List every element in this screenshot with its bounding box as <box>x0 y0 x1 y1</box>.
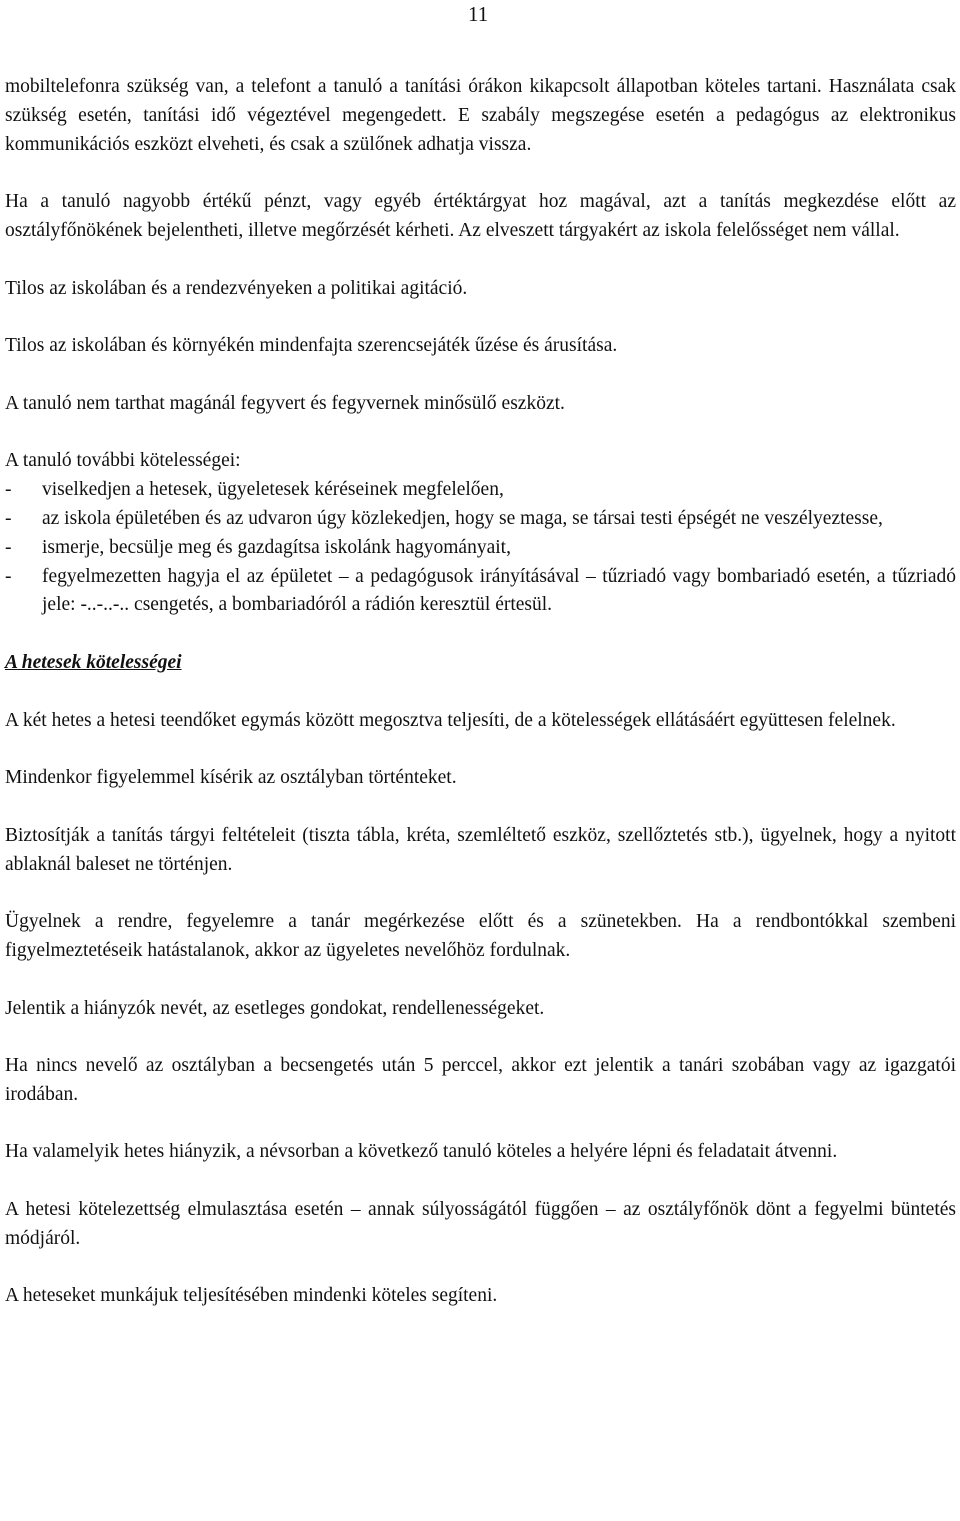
dash-bullet: - <box>5 479 12 501</box>
section-title: A hetesek kötelességei <box>5 651 182 673</box>
section-paragraph: Biztosítják a tanítás tárgyi feltételeit (tiszta tábla, kréta, szemléltető eszköz, szellőztetés stb.), ügyelnek, hogy a nyitott ablaknál baleset ne történjen. <box>5 824 956 875</box>
list-item: - viselkedjen a hetesek, ügyeletesek kéréseinek megfelelően, <box>5 476 956 505</box>
dash-bullet: - <box>5 507 12 529</box>
list-item: - fegyelmezetten hagyja el az épületet – a pedagógusok irányításával – tűzriadó vagy bombariadó esetén, a tűzriadó jele: -..-..-.. csengetés, a bombariadóról a rádión keresztül értesül. <box>5 563 956 621</box>
list-item: - ismerje, becsülje meg és gazdagítsa iskolánk hagyományait, <box>5 534 956 563</box>
section-paragraph: A heteseket munkájuk teljesítésében mindenki köteles segíteni. <box>5 1285 498 1307</box>
page-number: 11 <box>468 2 489 26</box>
section-paragraph: A két hetes a hetesi teendőket egymás között megosztva teljesíti, de a kötelességek ellátásáért együttesen felelnek. <box>5 709 896 731</box>
document-body <box>5 73 956 1311</box>
paragraph-mobile-phone: mobiltelefonra szükség van, a telefont a tanuló a tanítási órákon kikapcsolt állapotban köteles tartani. Használata csak szükség esetén, tanítási idő végeztével megengedett. E szabály megszegése esetén a pedagógus az elektronikus kommunikációs eszközt elveheti, és csak a szülőnek adhatja vissza. <box>5 76 956 155</box>
section-paragraph: Ha nincs nevelő az osztályban a becsengetés után 5 perccel, akkor ezt jelentik a tanári szobában vagy az igazgatói irodában. <box>5 1055 956 1105</box>
section-paragraph: Ha valamelyik hetes hiányzik, a névsorban a következő tanuló köteles a helyére lépni és feladatait átvenni. <box>5 1141 838 1163</box>
list-item: - az iskola épületében és az udvaron úgy közlekedjen, hogy se maga, se társai testi épségét ne veszélyeztesse, <box>5 505 956 534</box>
duties-list <box>5 476 956 620</box>
paragraph-gambling: Tilos az iskolában és környékén mindenfajta szerencsejáték űzése és árusítása. <box>5 335 618 357</box>
section-paragraph: Ügyelnek a rendre, fegyelemre a tanár megérkezése előtt és a szünetekben. Ha a rendbontókkal szembeni figyelmeztetéseik hatástalanok, akkor az ügyeletes nevelőhöz fordulnak. <box>5 911 956 961</box>
dash-bullet: - <box>5 565 12 587</box>
dash-bullet: - <box>5 536 12 558</box>
paragraph-weapons: A tanuló nem tarthat magánál fegyvert és fegyvernek minősülő eszközt. <box>5 392 565 414</box>
duties-intro: A tanuló további kötelességei: <box>5 450 241 472</box>
section-paragraph: Jelentik a hiányzók nevét, az esetleges gondokat, rendellenességeket. <box>5 997 545 1019</box>
section-paragraph: Mindenkor figyelemmel kísérik az osztályban történteket. <box>5 767 457 789</box>
section-paragraph: A hetesi kötelezettség elmulasztása esetén – annak súlyosságától függően – az osztályfőnök dönt a fegyelmi büntetés módjáról. <box>5 1199 956 1249</box>
paragraph-political-agitation: Tilos az iskolában és a rendezvényeken a politikai agitáció. <box>5 277 468 299</box>
paragraph-valuables: Ha a tanuló nagyobb értékű pénzt, vagy egyéb értéktárgyat hoz magával, azt a tanítás megkezdése előtt az osztályfőnökének bejelentheti, illetve megőrzését kérheti. Az elveszett tárgyakért az iskola felelősséget nem vállal. <box>5 191 956 241</box>
